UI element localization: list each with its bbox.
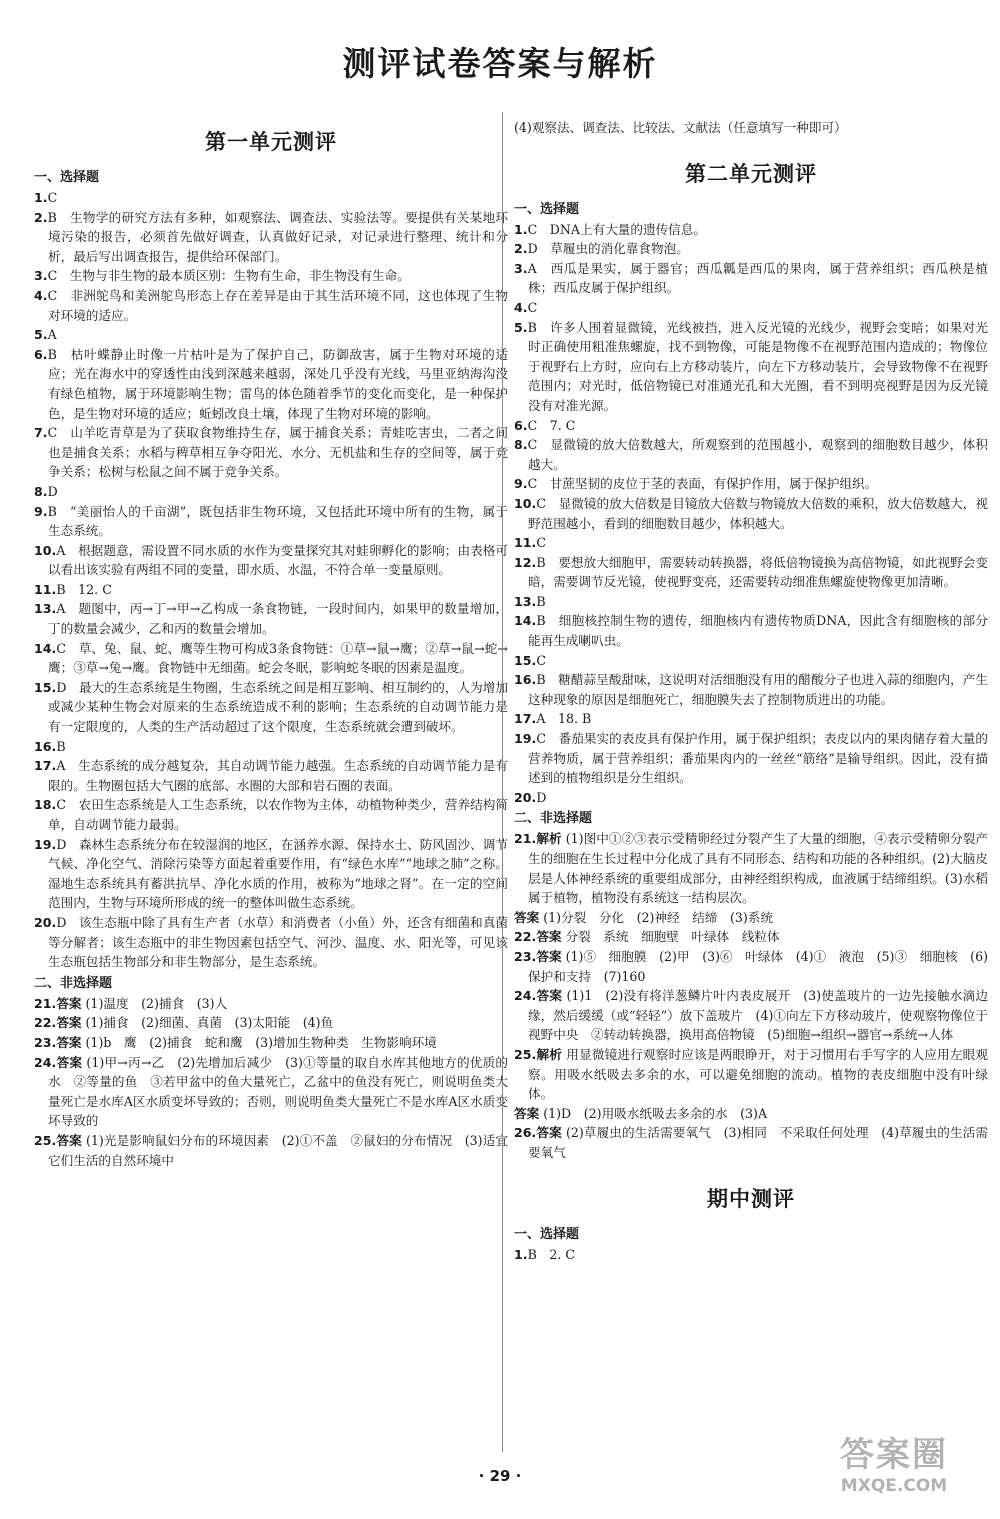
subsection-heading: 二、非选择题 [34,975,113,991]
item-lead-label: 答案 [56,1034,82,1050]
item-number: 10. [514,495,537,511]
item-number: 22. [514,929,537,945]
answer-item [514,709,988,729]
answer-item [514,553,988,592]
answer-item [514,986,988,1045]
answer-item [34,188,508,208]
item-text: (1)图中①②③表示受精卵经过分裂产生了大量的细胞，④表示受精卵分裂产生的细胞在生长过程中分化成了具有不同形态、结构和功能的各种组织。(2)大脑皮层是人体神经系统的重要组成部分，由神经组织构成，血液属于结缔组织。(3)水稻属于植物，植物没有系统这一结构层次。 [528,831,989,906]
section-title: 第二单元测评 [685,161,817,186]
answer-text [514,908,988,928]
item-text: D [536,789,547,805]
subsection-heading: 一、选择题 [514,201,580,217]
answer-item [514,298,988,318]
answer-item [514,533,988,553]
item-text: B 12. C [56,581,112,597]
item-number: 14. [514,613,537,629]
answer-item [34,266,508,286]
item-number: 1. [34,190,48,205]
item-lead-label: 解析 [536,1046,563,1062]
item-number: 15. [34,679,57,695]
item-number: 15. [514,652,537,668]
answer-item [34,913,508,972]
item-text: C DNA上有大量的遗传信息。 [527,221,706,237]
item-text: (1)光是影响鼠妇分布的环境因素 (2)①不盖 ②鼠妇的分布情况 (3)适宜它们生活的自然环境中 [48,1132,508,1168]
item-number: 19. [514,731,537,747]
item-lead-label: 答案 [536,1125,562,1141]
answer-item [34,835,508,913]
item-number: 3. [514,260,528,276]
item-number: 20. [34,914,57,930]
item-number: 2. [34,209,48,225]
item-text: (1)b 鹰 (2)捕食 蛇和鹰 (3)增加生物种类 生物影响环境 [85,1034,437,1050]
item-text: D [47,483,58,499]
answer-item [34,795,508,834]
item-number: 16. [514,672,537,688]
item-lead-label: 答案 [56,1132,82,1148]
item-number: 14. [34,640,57,656]
item-number: 8. [514,437,528,453]
item-text: C 显微镜的放大倍数越大，所观察到的范围越小，观察到的细胞数目越少，体积越大。 [527,437,988,472]
item-number: 5. [34,327,48,343]
item-number: 4. [514,299,528,315]
item-text: A 根据题意，需设置不同水质的水作为变量探究其对蛙卵孵化的影响；由表格可以看出该实验有两组不同的变量，即水质、水温，不符合单一变量原则。 [48,542,508,578]
answer-item [34,599,508,638]
item-lead-label: 答案 [536,929,562,945]
item-number: 11. [514,535,537,551]
item-text: B 生物学的研究方法有多种，如观察法、调查法、实验法等。要提供有关某地环境污染的报告，必须首先做好调查，认真做好记录，对记录进行整理、统计和分析，最后写出调查报告，提供给环保部门。 [47,209,508,264]
answer-item [34,541,508,580]
page-title: 测评试卷答案与解析 [342,44,658,83]
item-text: A 生态系统的成分越复杂，其自动调节能力越强。生态系统的自动调节能力是有限的。生物圈包括大气圈的底部、水圈的大部和岩石圈的表面。 [48,758,508,793]
item-number: 26. [514,1125,537,1141]
item-text: B [536,593,546,609]
item-text: (1)温度 (2)捕食 (3)人 [85,995,228,1011]
item-number: 19. [34,836,57,852]
item-number: 17. [34,758,57,774]
answer-item [514,259,988,298]
item-number: 25. [514,1046,537,1062]
item-number: 10. [34,542,57,558]
item-number: 6. [34,346,48,362]
answer-item [514,1123,988,1162]
item-number: 5. [514,319,528,335]
item-lead-label: 答案 [514,1105,540,1121]
answer-item [514,670,988,709]
item-text: (2)草履虫的生活需要氧气 (3)相同 不采取任何处理 (4)草履虫的生活需要氧气 [528,1125,988,1160]
item-text: C 显微镜的放大倍数是目镜放大倍数与物镜放大倍数的乘积，放大倍数越大，视野范围越小，看到的细胞数目越少，体积越大。 [528,495,988,531]
item-number: 7. [34,425,48,441]
item-number: 17. [514,711,537,727]
item-text: C 非洲鸵鸟和美洲鸵鸟形态上存在差异是由于其生活环境不同，这也体现了生物对环境的适应。 [47,287,508,323]
item-number: 6. [514,417,528,433]
answer-item [514,1245,988,1265]
item-lead-label: 答案 [514,909,540,925]
item-number: 13. [34,601,57,617]
item-text: D 草履虫的消化靠食物泡。 [527,241,689,257]
watermark-url: MXQE.COM [840,1476,948,1496]
item-text: A 18. B [536,711,592,727]
item-text: (1)捕食 (2)细菌、真菌 (3)太阳能 (4)鱼 [85,1015,334,1031]
item-text: (1)D (2)用吸水纸吸去多余的水 (3)A [543,1105,768,1121]
answer-item [34,1053,508,1131]
item-number: 11. [34,581,57,597]
answer-item [34,1013,508,1033]
answer-item [34,678,508,737]
page-number-value: 29 [489,1467,511,1485]
answer-item [514,239,988,259]
answer-item [34,345,508,423]
answer-item [514,729,988,788]
item-text: C 农田生态系统是人工生态系统，以农作物为主体，动植物种类少，营养结构简单，自动调节能力最弱。 [48,797,508,832]
item-text: B 许多人围着显微镜，光线被挡，进入反光镜的光线少，视野会变暗；如果对光时正确使用粗准焦螺旋，找不到物像，可能是物像不在视野范围内造成的；物像位于视野右上方时，应向右上方移动装片，向左下方移动装片，会导致物像不在视野范围内；对光时，低倍物镜已对准通光孔和大光圈，看不到明亮视野是因为反光镜没有对准光源。 [527,319,988,413]
answer-item [34,1131,508,1170]
answer-text [514,1104,988,1124]
answer-text [514,118,988,138]
item-number: 9. [34,503,48,519]
answer-item [514,318,988,416]
answer-item [34,756,508,795]
answer-item [34,208,508,267]
answer-item [514,947,988,986]
item-text: B 2. C [527,1246,576,1262]
item-text: (1)⑤ 细胞膜 (2)甲 (3)⑥ 叶绿体 (4)① 液泡 (5)③ 细胞核 (6)保护和支持 (7)160 [528,948,988,984]
item-text: C [536,652,546,668]
item-text: B 枯叶蝶静止时像一片枯叶是为了保护自己，防御敌害，属于生物对环境的适应；光在海水中的穿透性由浅到深越来越弱，深处几乎没有光线，马里亚纳海沟没有绿色植物，属于环境影响生物；雷鸟的体色随着季节的变化而变化，是一种保护色，是生物对环境的适应；蚯蚓改良土壤，体现了生物对环境的影响。 [47,346,508,421]
answer-item [514,927,988,947]
answer-item [514,788,988,808]
item-number: 25. [34,1132,57,1148]
item-text: D 最大的生态系统是生物圈，生态系统之间是相互影响、相互制约的，人为增加或减少某种生物会对原来的生态系统造成不利的影响；生态系统的自动调节能力是有一定限度的，人类的生产活动超过了这个限度，生态系统就会遭到破坏。 [48,679,508,735]
item-number: 4. [34,287,48,303]
answer-item [34,502,508,541]
item-text: A 题图中，丙→丁→甲→乙构成一条食物链，一段时间内，如果甲的数量增加，丁的数量会减少，乙和丙的数量会增加。 [48,601,508,637]
watermark-text: 答案圈 [840,1435,948,1475]
item-number: 21. [514,831,537,847]
item-lead-label: 答案 [56,1054,83,1070]
item-text: (1)1 (2)没有将洋葱鳞片叶内表皮展开 (3)使盖玻片的一边先接触水滴边缘，然后缓缓（或“轻轻”）放下盖玻片 (4)①向左下方移动玻片，使观察物像位于视野中央 ②转动转换器，换用高倍物镜 (5)细胞→组织→器官→系统→人体 [528,988,989,1043]
item-text: A [47,327,57,343]
item-text: C [47,190,58,205]
item-lead-label: 答案 [536,948,562,964]
answer-item [34,639,508,678]
item-text: (1)甲→丙→乙 (2)先增加后减少 (3)①等量的取自水库其他地方的优质的水 ②等量的鱼 ③若甲盆中的鱼大量死亡，乙盆中的鱼没有死亡，则说明鱼类大量死亡是水库A区水质变坏导致的；否则，则说明鱼类大量死亡不是水库A区水质变坏导致的 [48,1054,508,1129]
answer-item [34,994,508,1014]
watermark-logo [814,1427,974,1497]
item-lead-label: 解析 [536,831,562,847]
section-title: 期中测评 [707,1186,795,1211]
item-number: 8. [34,483,48,499]
item-text: 分裂 系统 细胞壁 叶绿体 线粒体 [565,929,780,945]
item-text: B [56,738,66,754]
item-number: 23. [514,948,537,964]
item-number: 24. [34,1054,57,1070]
answer-item [514,474,988,494]
item-lead-label: 答案 [56,995,82,1011]
answer-item [34,1033,508,1053]
item-text: D 该生态瓶中除了具有生产者（水草）和消费者（小鱼）外，还含有细菌和真菌等分解者；该生态瓶中的非生物因素包括空气、河沙、温度、水、阳光等，可见该生态瓶包括生物部分和非生物部分，是生态系统。 [48,914,508,970]
answer-item [34,580,508,600]
item-number: 13. [514,593,537,609]
item-text: B 要想放大细胞甲，需要转动转换器，将低倍物镜换为高倍物镜，如此视野会变暗，需要调节反光镜，使视野变亮，还需要转动细准焦螺旋使物像更加清晰。 [528,554,988,590]
item-text: C 草、兔、鼠、蛇、鹰等生物可构成3条食物链：①草→鼠→鹰；②草→鼠→蛇→鹰；③草→兔→鹰。食物链中无细菌。蛇会冬眠，影响蛇冬眠的因素是温度。 [48,640,508,676]
item-number: 2. [514,241,528,257]
answer-item [514,592,988,612]
item-lead-label: 答案 [536,988,563,1004]
item-number: 22. [34,1015,57,1031]
left-column [34,100,508,1170]
section-title: 第一单元测评 [205,130,337,154]
answer-item [514,494,988,533]
subsection-heading: 一、选择题 [514,1226,580,1242]
answer-item [34,286,508,325]
answer-item [514,220,988,240]
item-number: 16. [34,738,57,754]
item-number: 24. [514,988,537,1004]
item-text: 用显微镜进行观察时应该是两眼睁开，对于习惯用右手写字的人应用左眼观察。用吸水纸吸去多余的水，可以避免细胞的流动。植物的表皮细胞中没有叶绿体。 [528,1046,988,1102]
column-divider [502,112,503,1452]
answer-item [514,1045,988,1104]
right-column [514,118,988,1264]
answer-item [34,325,508,345]
item-text: C 山羊吃青草是为了获取食物维持生存，属于捕食关系；青蛙吃害虫，二者之间也是捕食关系；水稻与稗草相互争夺阳光、水分、无机盐和生存的空间等，属于竞争关系；松树与松鼠之间不属于竞争关系。 [47,425,508,480]
item-text: C 7. C [527,417,576,433]
item-text: A 西瓜是果实，属于器官；西瓜瓤是西瓜的果肉，属于营养组织；西瓜秧是植株；西瓜皮属于保护组织。 [527,260,988,296]
item-text: (1)分裂 分化 (2)神经 结缔 (3)系统 [543,909,774,925]
item-text: B “美丽怡人的千亩湖”，既包括非生物环境，又包括此环境中所有的生物，属于生态系统。 [47,503,508,539]
item-number: 12. [514,554,537,570]
item-text: C [527,299,538,315]
subsection-heading: 一、选择题 [34,170,100,185]
item-text: C 生物与非生物的最本质区别：生物有生命，非生物没有生命。 [47,268,410,284]
answer-item [514,651,988,671]
item-lead-label: 答案 [56,1015,82,1031]
item-number: 1. [514,221,528,237]
item-number: 3. [34,268,48,284]
item-text: C 番茄果实的表皮具有保护作用，属于保护组织；表皮以内的果肉储存着大量的营养物质，属于营养组织；番茄果肉内的一丝丝“筋络”是输导组织。因此，没有描述到的植物组织是分生组织。 [528,731,988,786]
item-number: 18. [34,797,57,813]
answer-item [34,737,508,757]
item-text: C [536,535,546,551]
answer-item [514,611,988,650]
answer-item [34,482,508,502]
answer-item [514,435,988,474]
item-text: B 细胞核控制生物的遗传，细胞核内有遗传物质DNA，因此含有细胞核的部分能再生成喇叭虫。 [528,613,988,649]
item-text: (4)观察法、调查法、比较法、文献法（任意填写一种即可） [514,120,847,135]
item-text: D 森林生态系统分布在较湿润的地区，在涵养水源、保持水土、防风固沙、调节气候、净化空气、消除污染等方面起着重要作用，有“绿色水库”“地球之肺”之称。湿地生态系统具有蓄洪抗旱、净化水质的作用，被称为“地球之肾”。在一定的空间范围内，生物与环境所形成的统一的整体叫做生态系统。 [48,836,508,911]
answer-item [34,423,508,482]
item-number: 21. [34,995,57,1011]
item-text: B 糖醋蒜呈酸甜味，这说明对活细胞没有用的醋酸分子也进入蒜的细胞内，产生这种现象的原因是细胞死亡，细胞膜失去了控制物质进出的功能。 [528,672,988,707]
page-number: · 29 · [478,1467,522,1485]
item-text: C 甘蔗坚韧的皮位于茎的表面，有保护作用，属于保护组织。 [527,476,878,492]
item-number: 1. [514,1246,528,1262]
subsection-heading: 二、非选择题 [514,811,593,827]
item-number: 23. [34,1034,57,1050]
item-number: 9. [514,476,528,492]
answer-item [514,416,988,436]
answer-item [514,829,988,907]
item-number: 20. [514,789,537,805]
